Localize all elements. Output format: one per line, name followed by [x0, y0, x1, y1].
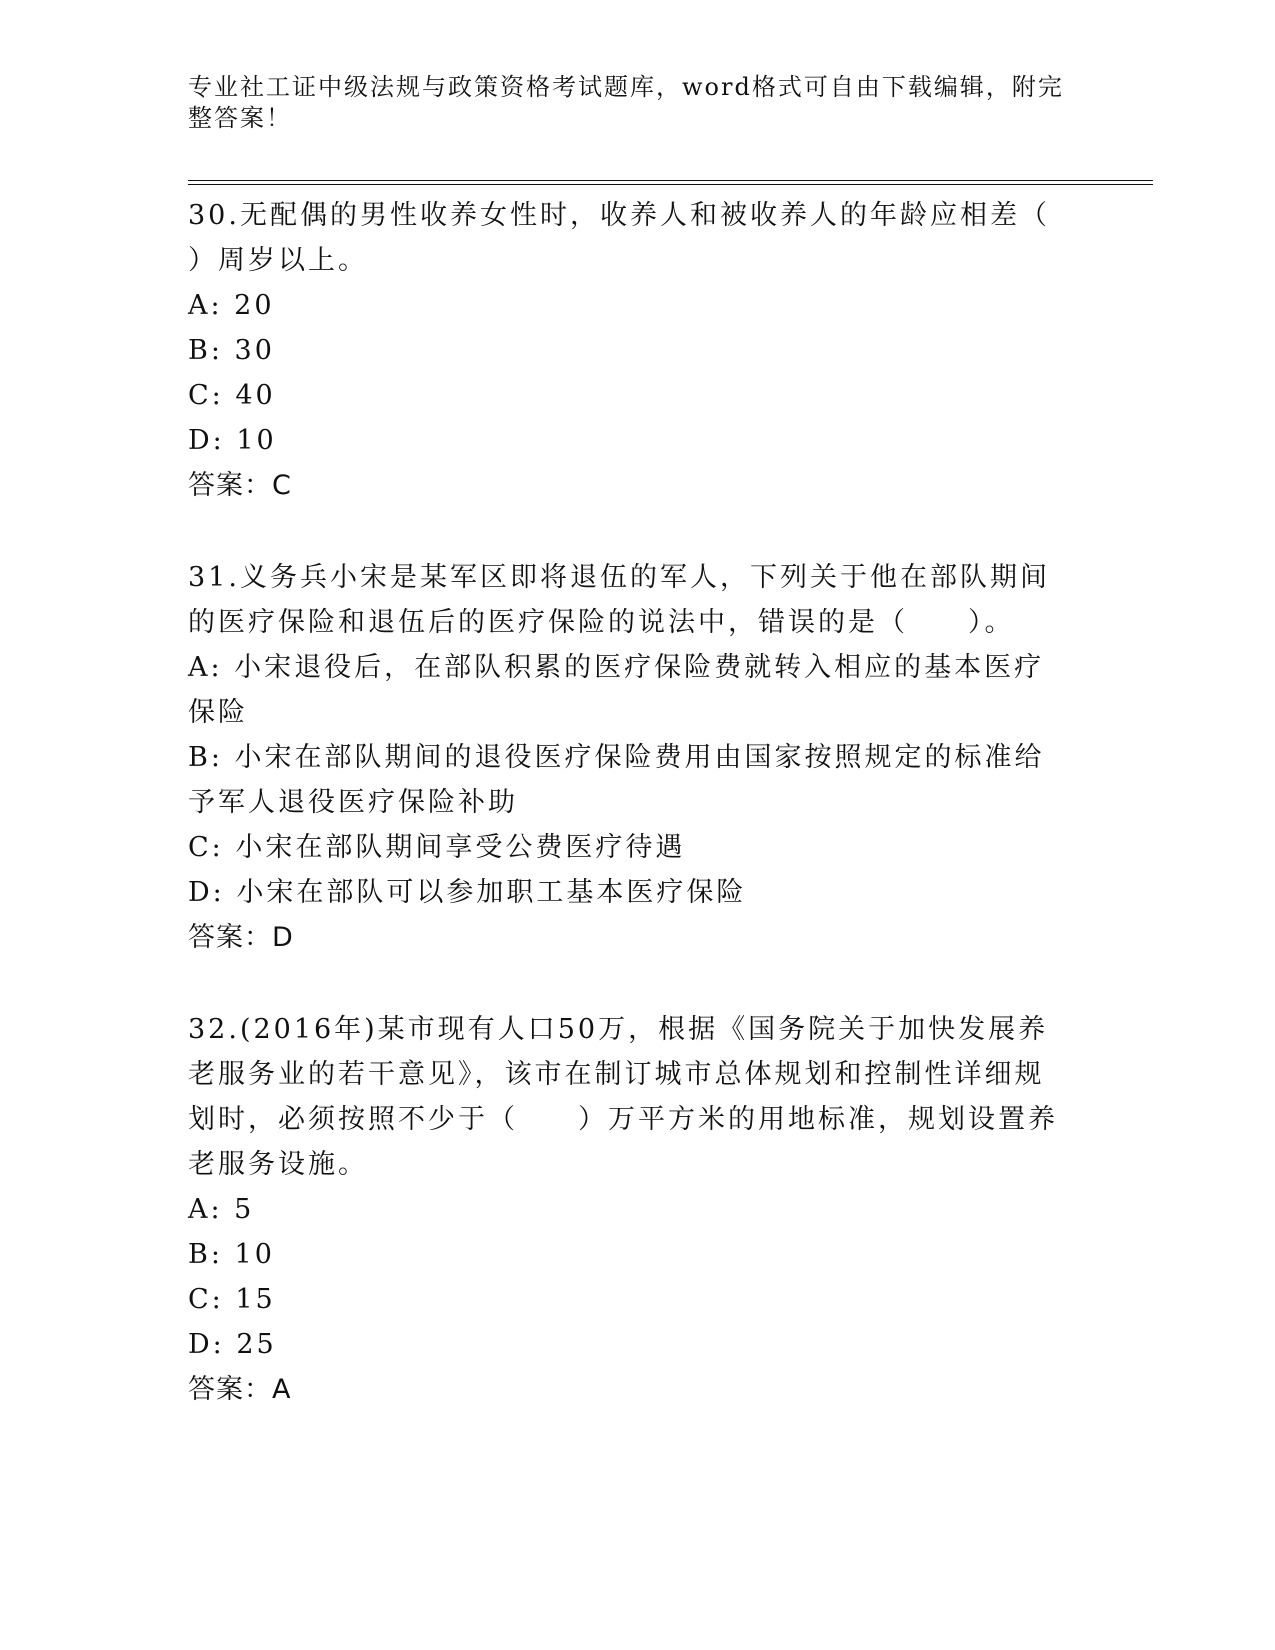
option-a: A: 20: [188, 290, 275, 321]
option-b: B: 30: [188, 335, 275, 366]
question-31: [188, 555, 1068, 960]
header-divider-top: [188, 180, 1153, 181]
question-30: [188, 193, 1068, 508]
option-b: B: 小宋在部队期间的退役医疗保险费用由国家按照规定的标准给予军人退役医疗保险补助: [188, 742, 1045, 818]
option-c: C: 小宋在部队期间享受公费医疗待遇: [188, 832, 686, 863]
option-b: B: 10: [188, 1239, 275, 1270]
answer-line: 答案：A: [188, 1374, 292, 1405]
question-text: 32.(2016年)某市现有人口50万，根据《国务院关于加快发展养老服务业的若干意见》，该市在制订城市总体规划和控制性详细规划时，必须按照不少于（ ）万平方米的用地标准，规划设置养老服务设施。: [188, 1014, 1058, 1180]
option-a: A: 5: [188, 1194, 255, 1225]
answer-line: 答案：D: [188, 922, 294, 953]
header-divider-bottom: [188, 184, 1153, 185]
document-header: 专业社工证中级法规与政策资格考试题库，word格式可自由下载编辑，附完整答案！: [188, 73, 1064, 132]
question-text: 31.义务兵小宋是某军区即将退伍的军人，下列关于他在部队期间的医疗保险和退伍后的医疗保险的说法中，错误的是（ ）。: [188, 562, 1050, 638]
option-d: D: 10: [188, 425, 277, 456]
option-d: D: 小宋在部队可以参加职工基本医疗保险: [188, 877, 747, 908]
option-c: C: 40: [188, 380, 276, 411]
answer-line: 答案：C: [188, 470, 292, 501]
option-d: D: 25: [188, 1329, 277, 1360]
question-list: [188, 188, 1068, 1459]
question-32: [188, 1007, 1068, 1412]
option-a: A: 小宋退役后，在部队积累的医疗保险费就转入相应的基本医疗保险: [188, 652, 1045, 728]
option-c: C: 15: [188, 1284, 276, 1315]
question-text: 30.无配偶的男性收养女性时，收养人和被收养人的年龄应相差（ ）周岁以上。: [188, 200, 1050, 276]
